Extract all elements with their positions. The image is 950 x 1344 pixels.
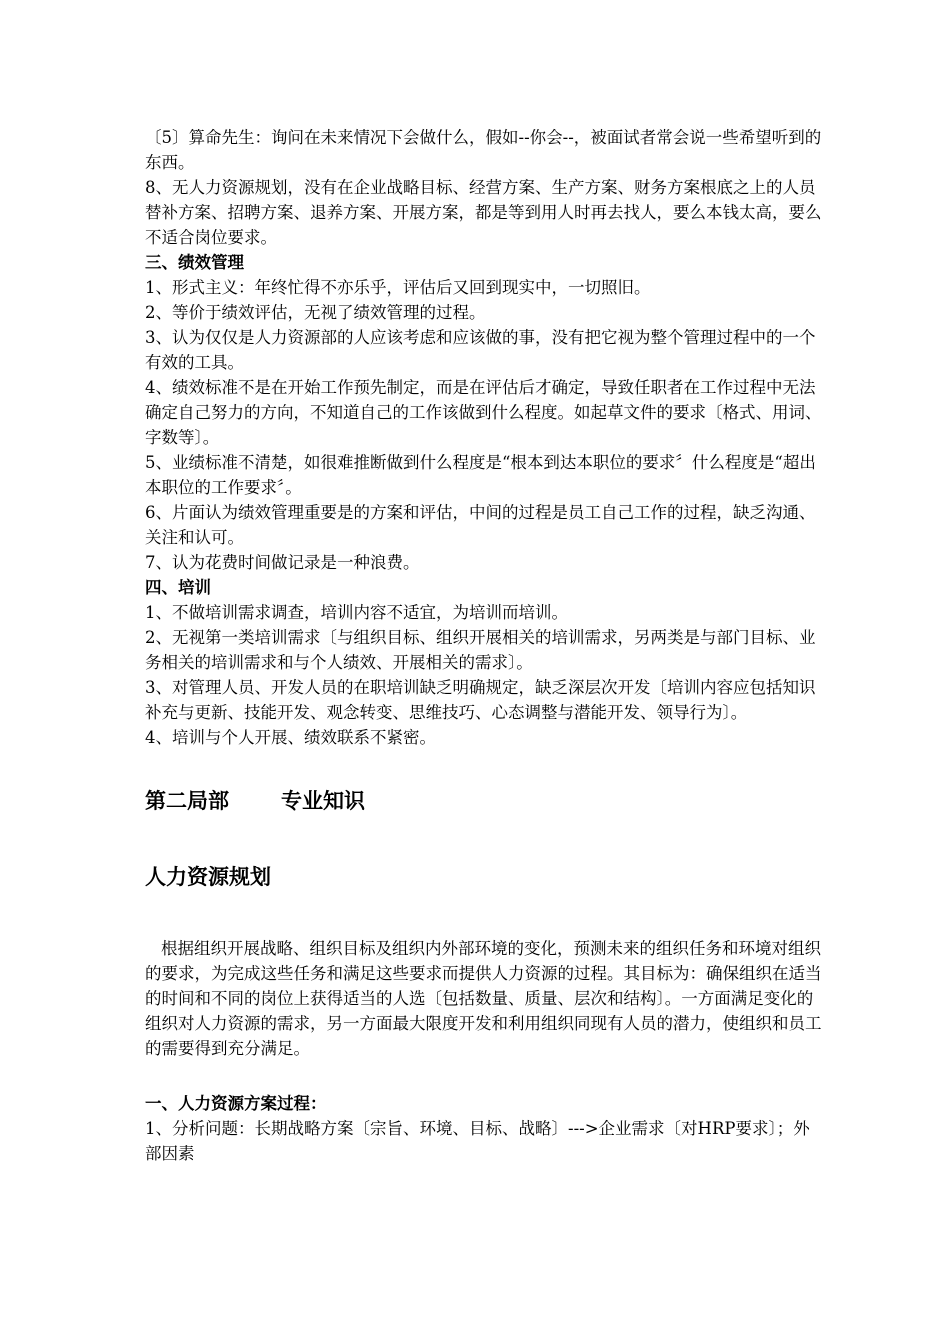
paragraph-no-hr-planning: 8、无人力资源规划，没有在企业战略目标、经营方案、生产方案、财务方案根底之上的人员替补方案、招聘方案、退养方案、开展方案，都是等到用人时再去找人，要么本钱太高，要么不适合岗位要求。: [145, 178, 822, 247]
list-item: 1、形式主义：年终忙得不亦乐乎，评估后又回到现实中，一切照旧。: [145, 278, 651, 297]
heading-training: 四、培训: [145, 578, 211, 597]
list-item: 6、片面认为绩效管理重要是的方案和评估，中间的过程是员工自己工作的过程，缺乏沟通、关注和认可。: [145, 503, 816, 547]
heading-part-two: [145, 786, 825, 816]
list-item: 2、无视第一类培训需求〔与组织目标、组织开展相关的培训需求，另两类是与部门目标、业务相关的培训需求和与个人绩效、开展相关的需求〕。: [145, 628, 816, 672]
part-two-label: 第二局部: [145, 789, 229, 813]
list-item: 1、分析问题：长期战略方案〔宗旨、环境、目标、战略〕--->企业需求〔对HRP要求〕；外部因素: [145, 1119, 810, 1163]
paragraph-hr-planning-intro: 根据组织开展战略、组织目标及组织内外部环境的变化，预测未来的组织任务和环境对组织的要求，为完成这些任务和满足这些要求而提供人力资源的过程。其目标为：确保组织在适当的时间和不同的岗位上获得适当的人选〔包括数量、质量、层次和结构〕。一方面满足变化的组织对人力资源的需求，另一方面最大限度开发和利用组织同现有人员的潜力，使组织和员工的需要得到充分满足。: [145, 939, 822, 1058]
list-item: 3、认为仅仅是人力资源部的人应该考虑和应该做的事，没有把它视为整个管理过程中的一个有效的工具。: [145, 328, 816, 372]
list-item: 2、等价于绩效评估，无视了绩效管理的过程。: [145, 303, 486, 322]
heading-performance-management: 三、绩效管理: [145, 253, 244, 272]
heading-hr-plan-process: 一、人力资源方案过程：: [145, 1094, 327, 1113]
heading-hr-planning: 人力资源规划: [145, 865, 271, 889]
list-item: 3、对管理人员、开发人员的在职培训缺乏明确规定，缺乏深层次开发〔培训内容应包括知识补充与更新、技能开发、观念转变、思维技巧、心态调整与潜能开发、领导行为〕。: [145, 678, 816, 722]
list-item: 7、认为花费时间做记录是一种浪费。: [145, 553, 420, 572]
list-item: 5、业绩标准不清楚，如很难推断做到什么程度是“根本到达本职位的要求〞什么程度是“超出本职位的工作要求〞。: [145, 453, 816, 497]
document-body: [145, 125, 825, 1166]
paragraph-fortune-teller: 〔5〕算命先生：询问在未来情况下会做什么，假如--你会--，被面试者常会说一些希望听到的东西。: [145, 128, 822, 172]
list-item: 4、绩效标准不是在开始工作预先制定，而是在评估后才确定，导致任职者在工作过程中无法确定自己努力的方向，不知道自己的工作该做到什么程度。如起草文件的要求〔格式、用词、字数等〕。: [145, 378, 822, 447]
list-item: 4、培训与个人开展、绩效联系不紧密。: [145, 728, 436, 747]
part-two-title: 专业知识: [281, 789, 365, 813]
list-item: 1、不做培训需求调查，培训内容不适宜，为培训而培训。: [145, 603, 568, 622]
